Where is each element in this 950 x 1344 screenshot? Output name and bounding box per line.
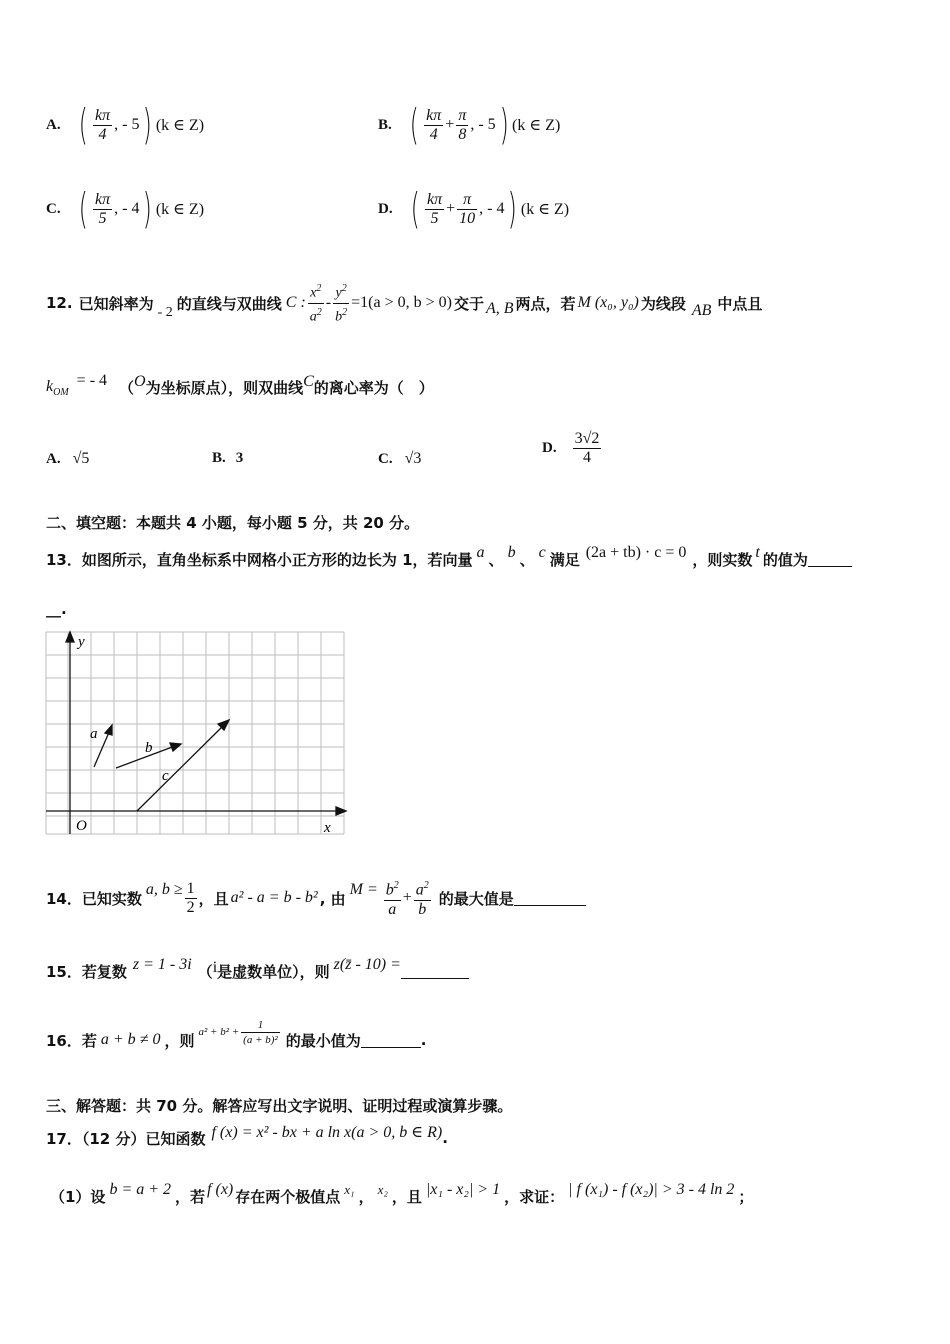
figure-x-label: x — [324, 820, 331, 836]
option-c-label: C. — [46, 200, 61, 217]
q12-option-b: B. 3 — [212, 450, 244, 466]
q16-answer-blank[interactable] — [361, 1033, 421, 1048]
question-17: 17．（12 分）已知函数 f (x) = x² - bx + a ln x(a > 0, b ∈ R) . — [46, 1124, 448, 1148]
question-12-line1: 12. 已知斜率为 - 2 的直线与双曲线 C : $\frac{x^2}{a^2}$ - $\frac{y^2}{b^2}$ =1(a > 0, b > 0) 交于 A, B 两点，若 M (x₀, y₀) 为线段 AB 中点且 — [46, 278, 762, 328]
vector-c — [137, 725, 224, 811]
section-2-heading: 二、填空题：本题共 4 小题，每小题 5 分，共 20 分。 — [46, 514, 420, 532]
figure-a-label: a — [90, 726, 98, 742]
option-d: D. ( $\frac{k\pi}{5}$ + $\frac{\pi}{10}$ , - 4 ) (k ∈ Z) — [378, 184, 570, 233]
question-12-line2: k OM = - 4 （ O 为坐标原点），则双曲线 C 的离心率为（ ） — [46, 372, 434, 398]
option-c: C. ( $\frac{k\pi}{5}$ , - 4 ) (k ∈ Z) — [46, 184, 205, 233]
figure-b-label: b — [145, 740, 153, 756]
figure-origin-label: O — [76, 818, 87, 834]
option-b-label: B. — [378, 116, 392, 133]
option-d-label: D. — [378, 200, 393, 217]
vector-grid-figure — [44, 630, 348, 836]
q12-option-a: A. √5 — [46, 450, 90, 467]
question-17-part-1: （1）设 b = a + 2 ，若 f (x) 存在两个极值点 x₁ ， x₂ ，且 |x₁ - x₂| > 1 ，求证： | f (x₁) - f (x₂)| > 3 - 4 ln 2 ； — [50, 1181, 754, 1206]
q13-tail: __. — [46, 600, 67, 618]
question-16: 16．若 a + b ≠ 0 ，则 a² + b² + $\frac{1}{\text{(a + b)²}}$ 的最小值为 . — [46, 1018, 427, 1050]
option-b: B. ( $\frac{k\pi}{4}$ + $\frac{\pi}{8}$ , - 5 ) (k ∈ Z) — [378, 100, 561, 149]
q14-answer-blank[interactable] — [514, 891, 586, 906]
question-14: 14．已知实数 a, b ≥ $\frac{1}{2}$ ，且 a² - a = b - b² , 由 M = $\frac{b^2}{a}$ + $\frac{a^2}{b}$ 的最大值是 — [46, 868, 586, 928]
figure-y-label: y — [78, 634, 85, 650]
option-a-label: A. — [46, 116, 61, 133]
section-3-heading: 三、解答题：共 70 分。解答应写出文字说明、证明过程或演算步骤。 — [46, 1097, 513, 1115]
q12-option-c: C. √3 — [378, 450, 422, 467]
question-15: 15．若复数 z = 1 - 3i （ i 是虚数单位），则 z(z̄ - 10) = — [46, 956, 469, 986]
question-13: 13．如图所示，直角坐标系中网格小正方形的边长为 1，若向量 a 、 b 、 c 满足 (2a + tb) · c = 0 ，则实数 t 的值为 — [46, 544, 852, 574]
q13-answer-blank[interactable] — [808, 552, 852, 567]
option-a: A. ( $\frac{k\pi}{4}$ , - 5 ) (k ∈ Z) — [46, 100, 205, 149]
q12-option-d: D. $\frac{3√2}{4}$ — [542, 430, 600, 466]
figure-c-label: c — [162, 768, 169, 784]
q15-answer-blank[interactable] — [401, 964, 469, 979]
